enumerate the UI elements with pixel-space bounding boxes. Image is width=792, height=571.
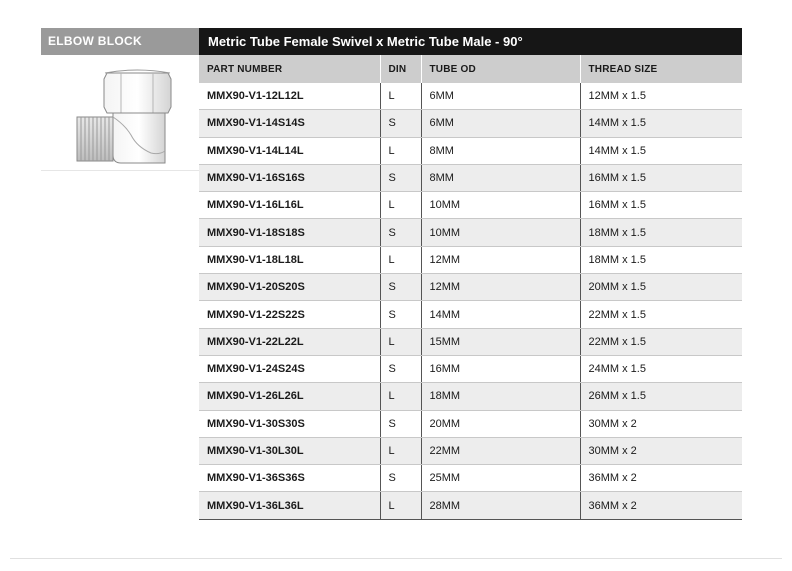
thread-size-cell: 26MM x 1.5 (580, 383, 742, 410)
tube-od-cell: 20MM (421, 410, 580, 437)
header-row (199, 55, 742, 83)
thread-size-cell: 24MM x 1.5 (580, 355, 742, 382)
table-row (199, 137, 742, 164)
din-cell: S (380, 355, 421, 382)
thread-size-cell: 18MM x 1.5 (580, 246, 742, 273)
part-number-cell: MMX90-V1-24S24S (199, 355, 380, 382)
tube-od-cell: 8MM (421, 164, 580, 191)
col-header-part-number: PART NUMBER (199, 55, 380, 83)
thread-size-cell: 36MM x 2 (580, 492, 742, 519)
elbow-fitting-icon (41, 55, 199, 170)
table-row (199, 355, 742, 382)
part-number-cell: MMX90-V1-20S20S (199, 274, 380, 301)
tube-od-cell: 6MM (421, 110, 580, 137)
thread-size-cell: 12MM x 1.5 (580, 83, 742, 110)
part-number-cell: MMX90-V1-14L14L (199, 137, 380, 164)
col-header-din: DIN (380, 55, 421, 83)
product-image (41, 55, 199, 171)
part-number-cell: MMX90-V1-16S16S (199, 164, 380, 191)
thread-size-cell: 14MM x 1.5 (580, 137, 742, 164)
table-row (199, 437, 742, 464)
table-row (199, 410, 742, 437)
table-row (199, 192, 742, 219)
part-number-cell: MMX90-V1-16L16L (199, 192, 380, 219)
thread-size-cell: 20MM x 1.5 (580, 274, 742, 301)
thread-size-cell: 22MM x 1.5 (580, 301, 742, 328)
table-row (199, 383, 742, 410)
thread-size-cell: 18MM x 1.5 (580, 219, 742, 246)
tube-od-cell: 25MM (421, 465, 580, 492)
part-number-cell: MMX90-V1-14S14S (199, 110, 380, 137)
part-number-cell: MMX90-V1-18L18L (199, 246, 380, 273)
thread-size-cell: 36MM x 2 (580, 465, 742, 492)
table-row (199, 328, 742, 355)
table-row (199, 465, 742, 492)
din-cell: S (380, 110, 421, 137)
tube-od-cell: 10MM (421, 219, 580, 246)
part-number-cell: MMX90-V1-22L22L (199, 328, 380, 355)
table-row (199, 110, 742, 137)
tube-od-cell: 16MM (421, 355, 580, 382)
tube-od-cell: 8MM (421, 137, 580, 164)
col-header-thread-size: THREAD SIZE (580, 55, 742, 83)
footer-divider (10, 558, 782, 559)
din-cell: L (380, 328, 421, 355)
table-row (199, 164, 742, 191)
part-number-cell: MMX90-V1-36S36S (199, 465, 380, 492)
part-number-cell: MMX90-V1-36L36L (199, 492, 380, 519)
din-cell: S (380, 219, 421, 246)
din-cell: L (380, 137, 421, 164)
din-cell: L (380, 492, 421, 519)
din-cell: S (380, 274, 421, 301)
tube-od-cell: 12MM (421, 246, 580, 273)
tube-od-cell: 14MM (421, 301, 580, 328)
parts-table (199, 55, 742, 520)
din-cell: L (380, 383, 421, 410)
din-cell: S (380, 301, 421, 328)
part-number-cell: MMX90-V1-30L30L (199, 437, 380, 464)
din-cell: L (380, 192, 421, 219)
tube-od-cell: 22MM (421, 437, 580, 464)
category-label: ELBOW BLOCK (41, 28, 199, 55)
table-row (199, 301, 742, 328)
table-row (199, 274, 742, 301)
thread-size-cell: 16MM x 1.5 (580, 164, 742, 191)
table-row (199, 492, 742, 519)
din-cell: S (380, 410, 421, 437)
thread-size-cell: 30MM x 2 (580, 437, 742, 464)
thread-size-cell: 14MM x 1.5 (580, 110, 742, 137)
tube-od-cell: 6MM (421, 83, 580, 110)
din-cell: S (380, 164, 421, 191)
tube-od-cell: 28MM (421, 492, 580, 519)
part-number-cell: MMX90-V1-30S30S (199, 410, 380, 437)
din-cell: S (380, 465, 421, 492)
part-number-cell: MMX90-V1-18S18S (199, 219, 380, 246)
din-cell: L (380, 246, 421, 273)
part-number-cell: MMX90-V1-12L12L (199, 83, 380, 110)
tube-od-cell: 18MM (421, 383, 580, 410)
table-row (199, 246, 742, 273)
thread-size-cell: 30MM x 2 (580, 410, 742, 437)
table-row (199, 219, 742, 246)
tube-od-cell: 15MM (421, 328, 580, 355)
thread-size-cell: 22MM x 1.5 (580, 328, 742, 355)
table-row (199, 83, 742, 110)
col-header-tube-od: TUBE OD (421, 55, 580, 83)
din-cell: L (380, 83, 421, 110)
part-number-cell: MMX90-V1-22S22S (199, 301, 380, 328)
din-cell: L (380, 437, 421, 464)
table-title: Metric Tube Female Swivel x Metric Tube Male - 90° (199, 28, 742, 55)
thread-size-cell: 16MM x 1.5 (580, 192, 742, 219)
part-number-cell: MMX90-V1-26L26L (199, 383, 380, 410)
tube-od-cell: 12MM (421, 274, 580, 301)
tube-od-cell: 10MM (421, 192, 580, 219)
